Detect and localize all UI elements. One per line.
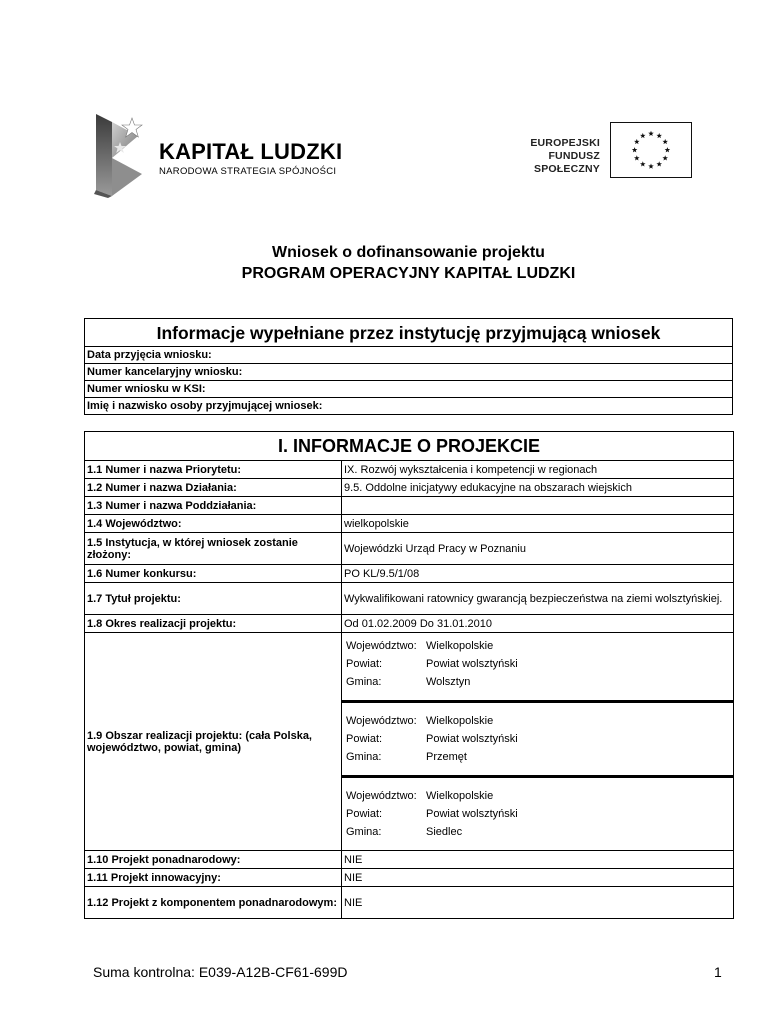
kapital-ludzki-title: KAPITAŁ LUDZKI	[159, 139, 343, 164]
intake-received-date: Data przyjęcia wniosku:	[85, 347, 733, 364]
area-commune-key: Gmina:	[346, 826, 382, 838]
eu-star-icon	[648, 131, 653, 136]
eu-star-icon	[632, 147, 637, 152]
area-voivodeship-key: Województwo:	[346, 640, 417, 652]
submeasure-label: 1.3 Numer i nazwa Poddziałania:	[85, 497, 342, 515]
area-commune-value: Siedlec	[426, 826, 463, 838]
project-title-label: 1.7 Tytuł projektu:	[85, 583, 342, 615]
eu-star-icon	[640, 133, 645, 138]
area-entry	[342, 633, 733, 691]
efs-logo-text	[488, 137, 600, 176]
eu-star-icon	[640, 161, 645, 166]
area-county-key: Powiat:	[346, 658, 383, 670]
area-commune-value: Wolsztyn	[426, 676, 471, 688]
measure-label: 1.2 Numer i nazwa Działania:	[85, 479, 342, 497]
kapital-ludzki-subtitle: NARODOWA STRATEGIA SPÓJNOŚCI	[159, 166, 337, 177]
area-county-value: Powiat wolsztyński	[426, 808, 518, 820]
period-label: 1.8 Okres realizacji projektu:	[85, 615, 342, 633]
document-title-line-2: PROGRAM OPERACYJNY KAPITAŁ LUDZKI	[241, 265, 576, 282]
eu-star-icon	[665, 147, 670, 152]
area-commune-key: Gmina:	[346, 751, 382, 763]
area-voivodeship-value: Wielkopolskie	[426, 715, 494, 727]
eu-star-icon	[648, 164, 653, 169]
priority-label: 1.1 Numer i nazwa Priorytetu:	[85, 461, 342, 479]
efs-line-1: EUROPEJSKI	[530, 137, 600, 149]
area-voivodeship-value: Wielkopolskie	[426, 790, 494, 802]
priority-value: IX. Rozwój wykształcenia i kompetencji w regionach	[342, 461, 734, 479]
contest-number-label: 1.6 Numer konkursu:	[85, 565, 342, 583]
area-county-value: Powiat wolsztyński	[426, 658, 518, 670]
area-commune-key: Gmina:	[346, 676, 382, 688]
intake-ksi-number: Numer wniosku w KSI:	[85, 381, 733, 398]
area-voivodeship-value: Wielkopolskie	[426, 640, 494, 652]
header-logos	[0, 0, 769, 220]
intake-table	[84, 318, 733, 415]
document-title	[84, 242, 733, 284]
area-voivodeship-key: Województwo:	[346, 715, 417, 727]
contest-number-value: PO KL/9.5/1/08	[342, 565, 734, 583]
footer-checksum: Suma kontrolna: E039-A12B-CF61-699D	[93, 964, 348, 980]
project-title-value: Wykwalifikowani ratownicy gwarancją bezpieczeństwa na ziemi wolsztyńskiej.	[342, 583, 734, 615]
eu-star-icon	[662, 139, 668, 144]
transnational-value: NIE	[342, 851, 734, 869]
institution-label: 1.5 Instytucja, w której wniosek zostanie złożony:	[85, 533, 342, 565]
measure-value: 9.5. Oddolne inicjatywy edukacyjne na obszarach wiejskich	[342, 479, 734, 497]
period-value: Od 01.02.2009 Do 31.01.2010	[342, 615, 734, 633]
innovative-value: NIE	[342, 869, 734, 887]
innovative-label: 1.11 Projekt innowacyjny:	[85, 869, 342, 887]
area-value	[342, 633, 734, 851]
eu-flag-icon	[610, 122, 692, 178]
area-county-value: Powiat wolsztyński	[426, 733, 518, 745]
eu-star-icon	[656, 161, 661, 166]
area-county-key: Powiat:	[346, 733, 383, 745]
intake-office-number: Numer kancelaryjny wniosku:	[85, 364, 733, 381]
transnational-component-value: NIE	[342, 887, 734, 919]
voivodeship-label: 1.4 Województwo:	[85, 515, 342, 533]
page-number: 1	[714, 964, 722, 980]
kapital-ludzki-logo-icon	[88, 112, 158, 198]
intake-receiver-name: Imię i nazwisko osoby przyjmującej wniosek:	[85, 398, 733, 415]
area-county-key: Powiat:	[346, 808, 383, 820]
efs-line-2: FUNDUSZ SPOŁECZNY	[534, 150, 600, 175]
area-voivodeship-key: Województwo:	[346, 790, 417, 802]
voivodeship-value: wielkopolskie	[342, 515, 734, 533]
eu-star-icon	[656, 133, 661, 138]
document-title-line-1: Wniosek o dofinansowanie projektu	[272, 244, 545, 261]
project-info-table	[84, 431, 734, 919]
area-entry	[342, 703, 733, 766]
area-label: 1.9 Obszar realizacji projektu: (cała Polska, województwo, powiat, gmina)	[85, 633, 342, 851]
project-info-heading: I. INFORMACJE O PROJEKCIE	[85, 432, 734, 461]
submeasure-value	[342, 497, 734, 515]
area-entry	[342, 778, 733, 841]
area-commune-value: Przemęt	[426, 751, 467, 763]
transnational-component-label: 1.12 Projekt z komponentem ponadnarodowym:	[85, 887, 342, 919]
institution-value: Wojewódzki Urząd Pracy w Poznaniu	[342, 533, 734, 565]
eu-star-icon	[634, 155, 640, 160]
transnational-label: 1.10 Projekt ponadnarodowy:	[85, 851, 342, 869]
eu-star-icon	[634, 139, 640, 144]
eu-star-icon	[662, 155, 668, 160]
intake-heading: Informacje wypełniane przez instytucję przyjmującą wniosek	[85, 319, 733, 347]
